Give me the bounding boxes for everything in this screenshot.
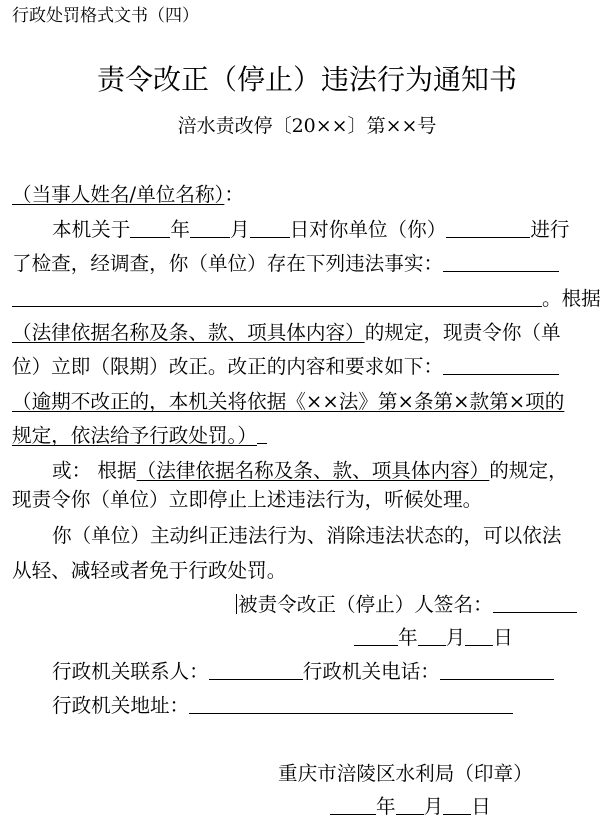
signature-line [236, 593, 577, 617]
text-segment: 日对你单位（你） [289, 218, 447, 241]
text-segment: 日 [471, 795, 491, 818]
header-label: 行政处罚格式文书（四） [12, 6, 199, 26]
address-blank[interactable] [189, 695, 513, 714]
text-segment: 或： 根据 [52, 459, 137, 482]
signature-label: 被责令改正（停止）人签名： [238, 593, 493, 616]
document-title: 责令改正（停止）违法行为通知书 [96, 63, 517, 96]
text-segment: 月 [445, 626, 466, 649]
text-segment: 的规定， [489, 459, 568, 482]
month-blank[interactable] [190, 219, 230, 238]
sign-day-blank[interactable] [465, 627, 493, 646]
correction-requirements-blank[interactable] [443, 356, 559, 375]
para1-line6: （逾期不改正的，本机关将依据《××法》第×条第×款第×项的 [12, 390, 565, 413]
issue-day-blank[interactable] [443, 796, 471, 815]
text-segment: 月 [423, 795, 444, 818]
sign-month-blank[interactable] [418, 627, 446, 646]
para2-line1 [52, 459, 568, 483]
para1-line3 [12, 287, 601, 311]
address-line [52, 694, 513, 718]
violation-facts-blank[interactable] [443, 253, 559, 272]
para3-line1: 你（单位）主动纠正违法行为、消除违法状态的，可以依法 [52, 524, 562, 547]
salutation-line [12, 183, 244, 207]
issue-month-blank[interactable] [396, 796, 424, 815]
para3-line2: 从轻、减轻或者免于行政处罚。 [12, 559, 287, 582]
para1-line4 [12, 321, 561, 345]
trailing-blank [257, 425, 267, 444]
para2-line2: 现责令你（单位）立即停止上述违法行为，听候处理。 [12, 488, 483, 511]
issue-year-blank[interactable] [330, 796, 376, 815]
document-number: 涪水责改停〔20××〕第××号 [177, 115, 437, 137]
para1-line7 [12, 424, 267, 448]
contact-person-blank[interactable] [209, 661, 303, 680]
contact-phone-blank[interactable] [440, 661, 554, 680]
legal-basis-placeholder: （法律依据名称及条、款、项具体内容） [12, 321, 365, 344]
text-segment: 年 [376, 795, 396, 818]
para1-line1 [52, 218, 570, 242]
issuing-organization: 重庆市涪陵区水利局（印章） [278, 762, 533, 785]
signature-date [354, 626, 513, 650]
sign-year-blank[interactable] [354, 627, 398, 646]
party-name-placeholder: （当事人姓名/单位名称） [12, 183, 225, 206]
para1-line2 [12, 252, 559, 276]
year-blank[interactable] [130, 219, 170, 238]
contact-phone-label: 行政机关电话： [302, 660, 440, 683]
text-segment: 月 [229, 218, 250, 241]
text-segment: 年 [398, 626, 418, 649]
address-label: 行政机关地址： [52, 694, 190, 717]
text-segment: 本机关于 [52, 218, 131, 241]
inspection-target-blank[interactable] [446, 219, 530, 238]
text-segment: 的规定，现责令你（单 [364, 321, 561, 344]
text-segment: 了检查，经调查，你（单位）存在下列违法事实： [12, 252, 444, 275]
salutation-colon: ： [224, 183, 244, 206]
issue-date [330, 795, 491, 819]
text-segment: 进行 [530, 218, 570, 241]
text-segment: 。根据 [542, 287, 601, 310]
contact-person-label: 行政机关联系人： [52, 660, 209, 683]
violation-facts-blank-2[interactable] [12, 288, 542, 307]
signature-blank[interactable] [493, 594, 577, 613]
day-blank[interactable] [250, 219, 290, 238]
para1-line5 [12, 355, 559, 379]
contact-line [52, 660, 554, 684]
text-segment: 日 [493, 626, 513, 649]
text-cursor [236, 594, 237, 614]
text-segment: 位）立即（限期）改正。改正的内容和要求如下： [12, 355, 444, 378]
text-segment: 年 [170, 218, 190, 241]
text-segment: 规定，依法给予行政处罚。） [12, 424, 257, 447]
legal-basis-placeholder-2: （法律依据名称及条、款、项具体内容） [136, 459, 490, 482]
